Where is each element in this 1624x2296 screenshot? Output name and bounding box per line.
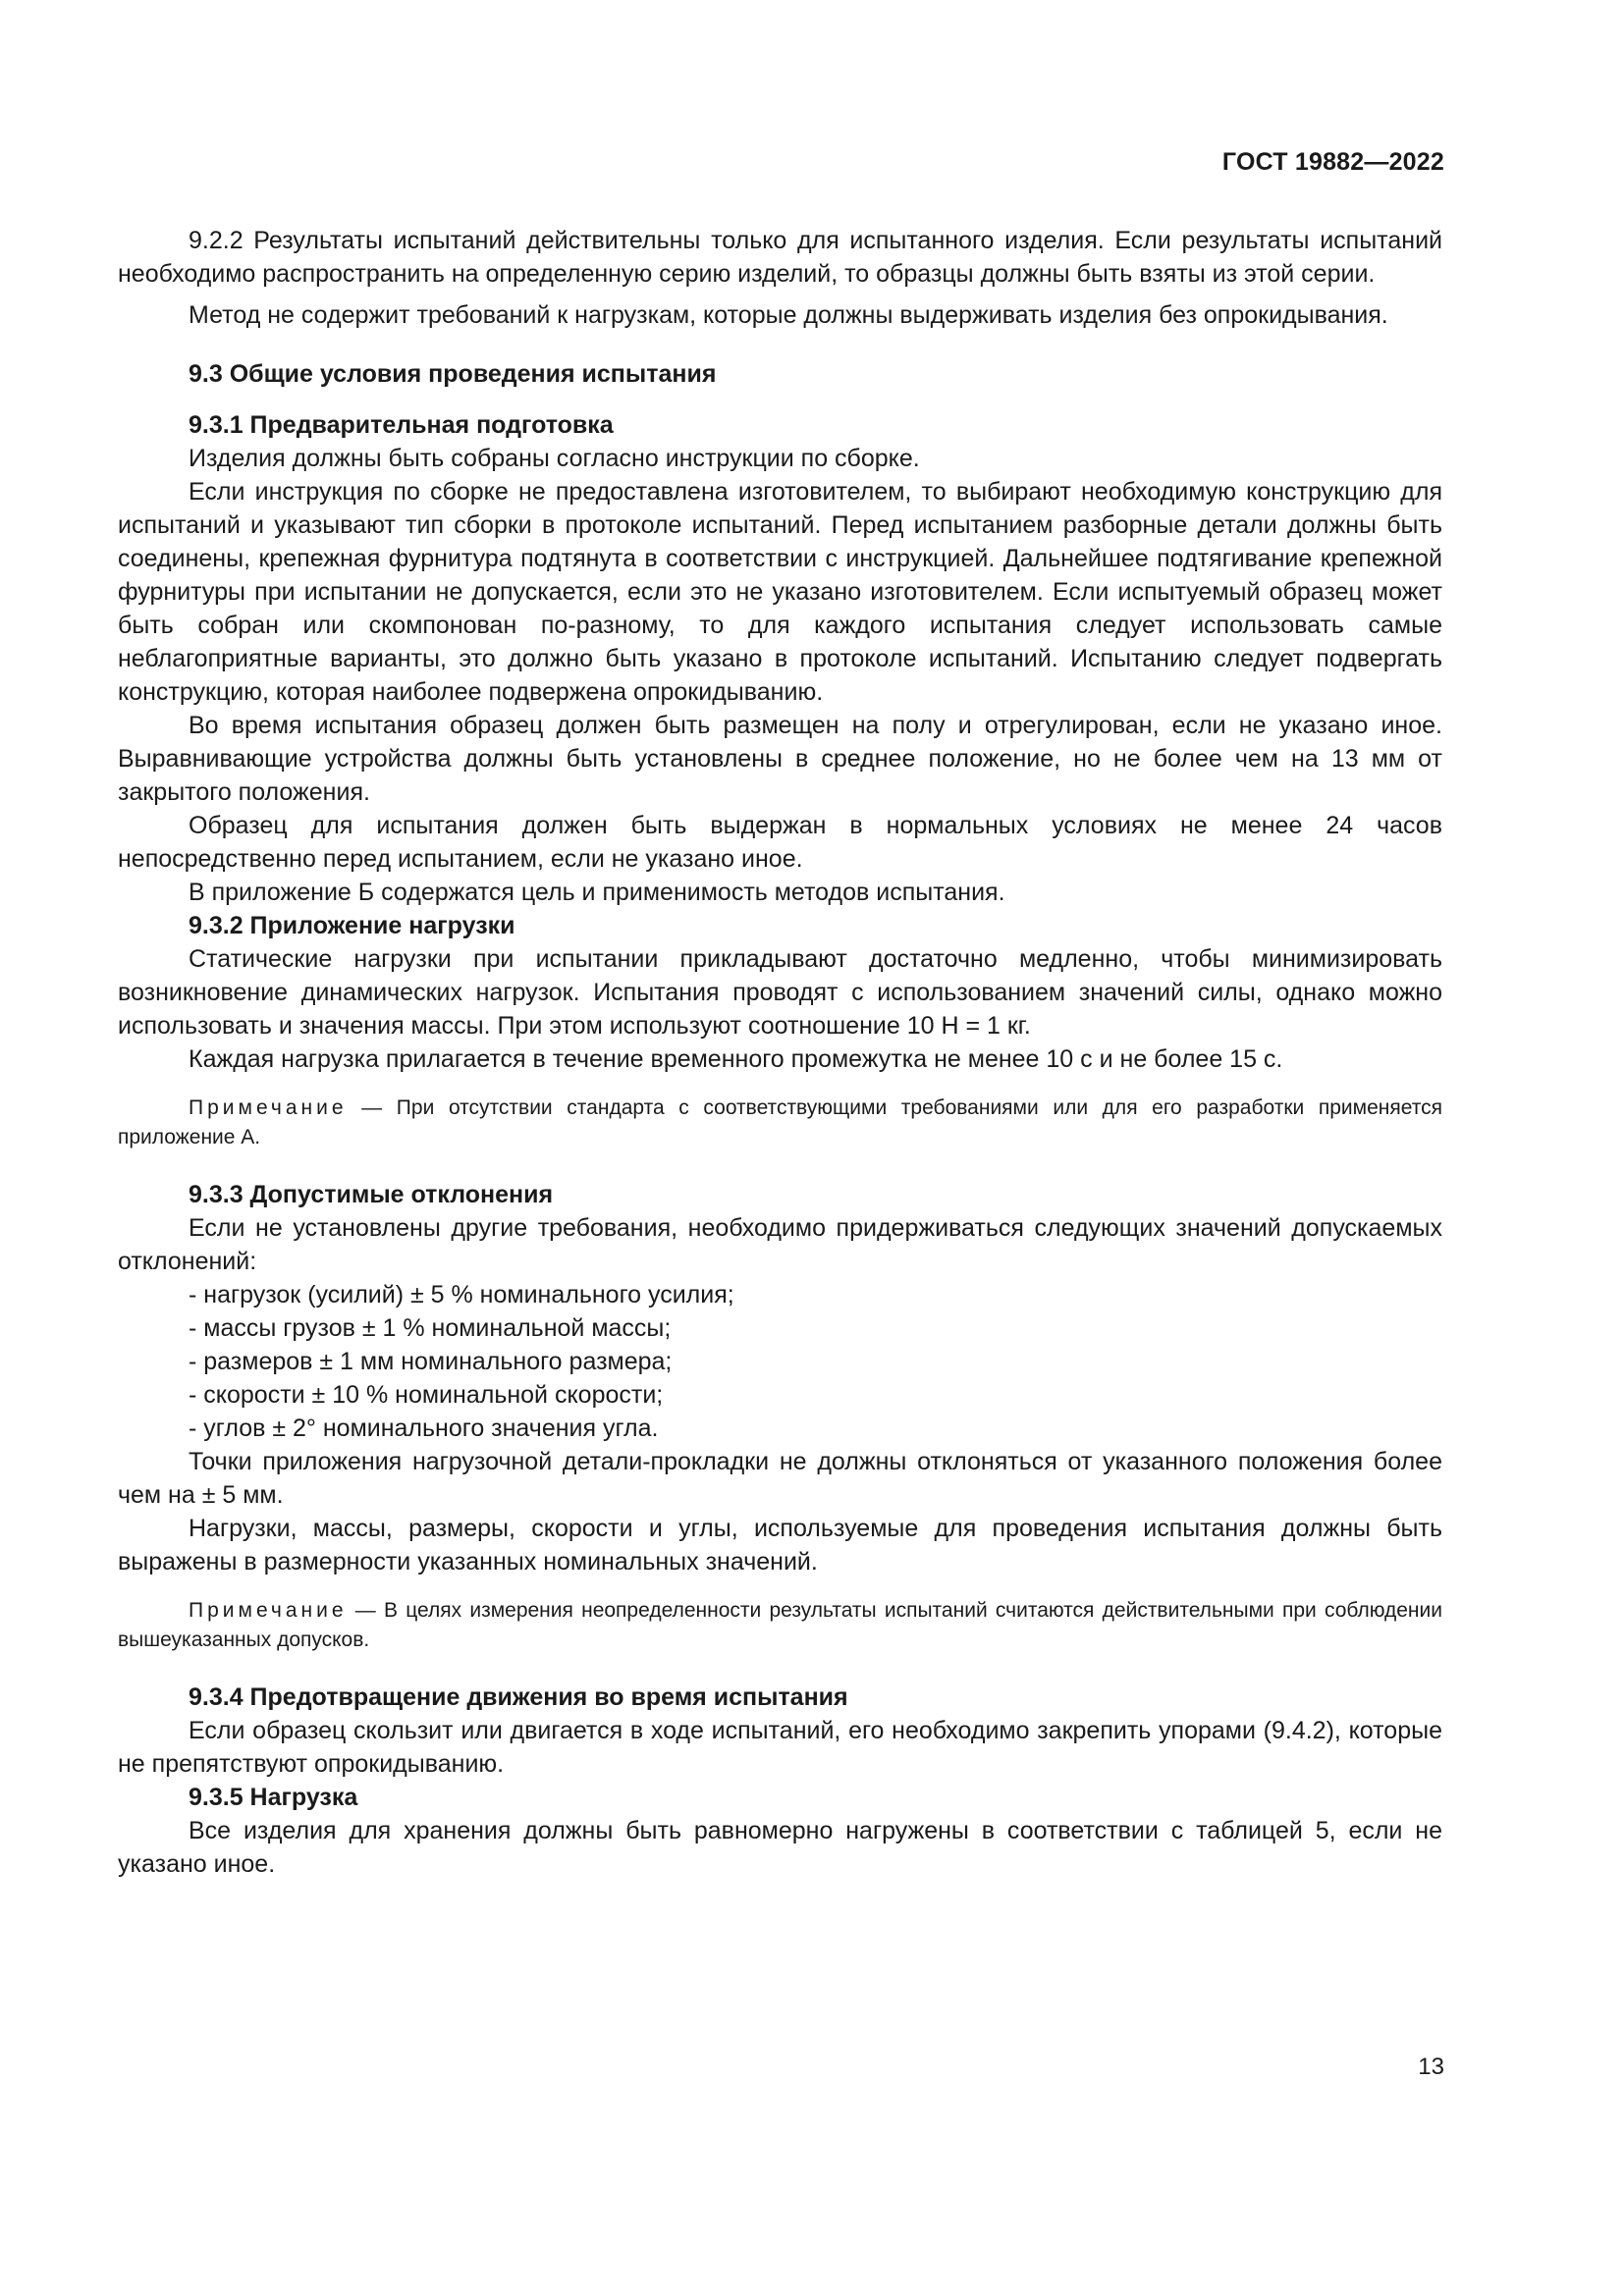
- heading-9-3-1: 9.3.1 Предварительная подготовка: [189, 411, 614, 439]
- heading-9-3: 9.3 Общие условия проведения испытания: [189, 360, 717, 388]
- paragraph-method-scope: Метод не содержит требований к нагрузкам, которые должны выдерживать изделия без опрокидывания.: [189, 301, 1388, 329]
- note-2: [118, 1596, 1442, 1655]
- note-1-label: Примечание: [189, 1096, 348, 1119]
- heading-9-3-2: 9.3.2 Приложение нагрузки: [189, 912, 515, 939]
- note-1-text: — При отсутствии стандарта с соответствующими требованиями или для его разработки применяется приложение А.: [118, 1096, 1442, 1148]
- paragraph-units: Нагрузки, массы, размеры, скорости и углы, используемые для проведения испытания должны быть выражены в размерности указанных номинальных значений.: [118, 1515, 1442, 1575]
- paragraph-conditioning: Образец для испытания должен быть выдержан в нормальных условиях не менее 24 часов непосредственно перед испытанием, если не указано иное.: [118, 812, 1442, 873]
- paragraph-load-points: Точки приложения нагрузочной детали-прокладки не должны отклоняться от указанного положения более чем на ± 5 мм.: [118, 1448, 1442, 1509]
- list-item: - массы грузов ± 1 % номинальной массы;: [189, 1314, 672, 1342]
- list-item: - скорости ± 10 % номинальной скорости;: [189, 1381, 664, 1409]
- paragraph-loading: Все изделия для хранения должны быть равномерно нагружены в соответствии с таблицей 5, если не указано иное.: [118, 1817, 1442, 1878]
- heading-9-3-4: 9.3.4 Предотвращение движения во время испытания: [189, 1683, 848, 1711]
- paragraph-floor-placement: Во время испытания образец должен быть размещен на полу и отрегулирован, если не указано иное. Выравнивающие устройства должны быть установлены в среднее положение, но не более чем на 13 мм от закрытого положения.: [118, 712, 1442, 806]
- note-2-text: — В целях измерения неопределенности результаты испытаний считаются действительными при соблюдении вышеуказанных допусков.: [118, 1599, 1442, 1651]
- list-item: - нагрузок (усилий) ± 5 % номинального усилия;: [189, 1281, 734, 1308]
- paragraph-annex-b: В приложение Б содержатся цель и применимость методов испытания.: [189, 879, 1005, 906]
- paragraph-assembly: Изделия должны быть собраны согласно инструкции по сборке.: [189, 445, 920, 472]
- page-number: 13: [1418, 2054, 1444, 2080]
- document-body: [118, 224, 1442, 1881]
- list-item: - углов ± 2° номинального значения угла.: [189, 1415, 659, 1442]
- heading-9-3-5: 9.3.5 Нагрузка: [189, 1784, 358, 1811]
- document-code: ГОСТ 19882—2022: [1221, 148, 1444, 176]
- paragraph-load-duration: Каждая нагрузка прилагается в течение временного промежутка не менее 10 с и не более 15 с.: [189, 1045, 1283, 1073]
- paragraph-9-2-2: 9.2.2 Результаты испытаний действительны только для испытанного изделия. Если результаты испытаний необходимо распространить на определенную серию изделий, то образцы должны быть взяты из этой серии.: [118, 227, 1442, 288]
- list-item: - размеров ± 1 мм номинального размера;: [189, 1348, 673, 1375]
- paragraph-tolerances-intro: Если не установлены другие требования, необходимо придерживаться следующих значений допускаемых отклонений:: [118, 1214, 1442, 1275]
- note-1: [118, 1094, 1442, 1152]
- heading-9-3-3: 9.3.3 Допустимые отклонения: [189, 1181, 554, 1208]
- note-2-label: Примечание: [189, 1599, 348, 1622]
- paragraph-movement-prevention: Если образец скользит или двигается в ходе испытаний, его необходимо закрепить упорами (9.4.2), которые не препятствуют опрокидыванию.: [118, 1717, 1442, 1778]
- paragraph-static-loads: Статические нагрузки при испытании прикладывают достаточно медленно, чтобы минимизировать возникновение динамических нагрузок. Испытания проводят с использованием значений силы, однако можно использовать и значения массы. При этом используют соотношение 10 Н = 1 кг.: [118, 945, 1442, 1040]
- paragraph-assembly-instructions: Если инструкция по сборке не предоставлена изготовителем, то выбирают необходимую конструкцию для испытаний и указывают тип сборки в протоколе испытаний. Перед испытанием разборные детали должны быть соединены, крепежная фурнитура подтянута в соответствии с инструкцией. Дальнейшее подтягивание крепежной фурнитуры при испытании не допускается, если это не указано изготовителем. Если испытуемый образец может быть собран или скомпонован по-разному, то для каждого испытания следует использовать самые неблагоприятные варианты, это должно быть указано в протоколе испытаний. Испытанию следует подвергать конструкцию, которая наиболее подвержена опрокидыванию.: [118, 478, 1442, 706]
